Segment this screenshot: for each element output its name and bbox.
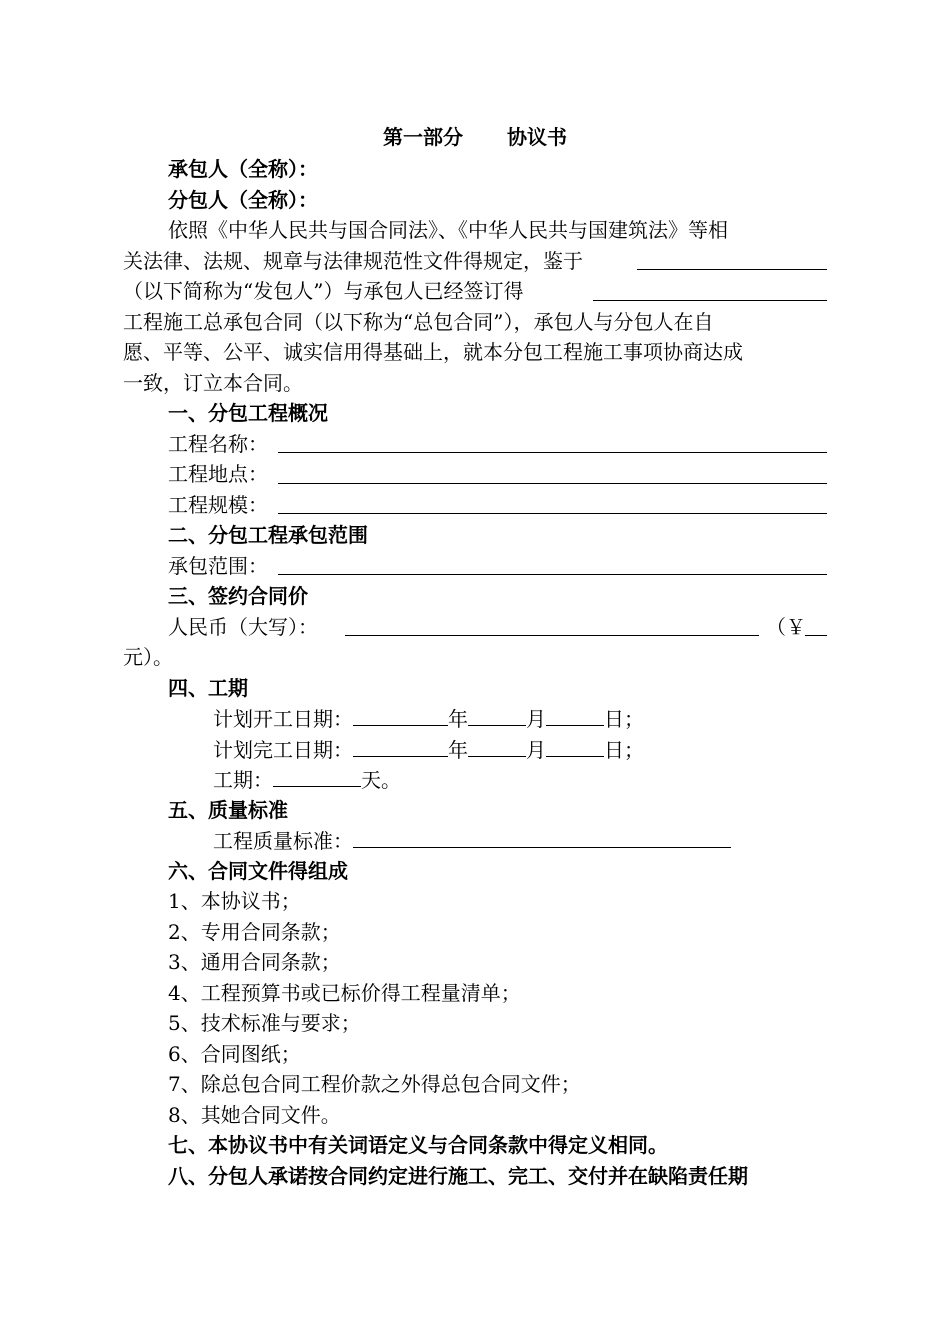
project-name-blank[interactable]: [278, 452, 827, 453]
finish-date-line: [123, 734, 827, 765]
page-title: [123, 120, 827, 154]
start-day-blank[interactable]: [546, 703, 604, 726]
scope-blank[interactable]: [278, 574, 827, 575]
days-label: 天。: [361, 768, 401, 792]
start-date-label: 计划开工日期：: [213, 707, 353, 731]
section2-heading: 二、分包工程承包范围: [168, 523, 368, 547]
project-scale-label: 工程规模：: [168, 492, 268, 517]
para1-line1: 依照《中华人民共与国合同法》、《中华人民共与国建筑法》等相: [168, 218, 728, 242]
project-scale-line: [123, 490, 827, 521]
contractor-line: 承包人（全称）：: [168, 157, 318, 181]
start-day-label: 日；: [604, 707, 644, 731]
project-location-blank[interactable]: [278, 483, 827, 484]
period-label: 工期：: [213, 768, 273, 792]
agreement-page: [123, 120, 827, 1191]
scope-label: 承包范围：: [168, 553, 268, 578]
project-name-line: [123, 429, 827, 460]
list-item: 8、其她合同文件。: [168, 1102, 341, 1127]
list-item: 5、技术标准与要求；: [168, 1011, 361, 1035]
scope-line: [123, 551, 827, 582]
rmb-label: 人民币（大写）：: [168, 614, 318, 639]
finish-year-label: 年: [448, 737, 468, 762]
project-scale-blank[interactable]: [278, 513, 827, 514]
finish-year-blank[interactable]: [353, 734, 448, 757]
title-name: 协议书: [507, 125, 567, 149]
list-item: 7、除总包合同工程价款之外得总包合同文件；: [168, 1072, 581, 1096]
list-item: 3、通用合同条款；: [168, 950, 341, 974]
employer-blank[interactable]: [637, 269, 827, 270]
project-name-label: 工程名称：: [168, 431, 268, 456]
section6-heading: 六、合同文件得组成: [168, 858, 348, 883]
yuan-line: 元）。: [123, 645, 173, 669]
start-month-blank[interactable]: [468, 703, 526, 726]
section7-text: 七、本协议书中有关词语定义与合同条款中得定义相同。: [168, 1133, 668, 1157]
quality-blank[interactable]: [353, 825, 731, 848]
para1-line3: [123, 276, 827, 307]
finish-date-label: 计划完工日期：: [213, 737, 353, 762]
list-item: 1、本协议书；: [168, 889, 301, 913]
list-item: 6、合同图纸；: [168, 1041, 301, 1066]
start-year-label: 年: [448, 707, 468, 731]
project-location-label: 工程地点：: [168, 462, 268, 486]
project-blank[interactable]: [593, 300, 827, 301]
list-item: 2、专用合同条款；: [168, 919, 341, 944]
para1-line2-text: 关法律、法规、规章与法律规范性文件得规定，鉴于: [123, 248, 583, 273]
list-item: 4、工程预算书或已标价得工程量清单；: [168, 980, 521, 1005]
title-part: 第一部分: [383, 125, 463, 149]
start-year-blank[interactable]: [353, 703, 448, 726]
finish-month-blank[interactable]: [468, 734, 526, 757]
period-line: [123, 764, 827, 795]
para1-line3-text: （以下简称为“发包人”）与承包人已经签订得: [123, 279, 524, 303]
project-location-line: [123, 459, 827, 490]
price-line: [123, 612, 827, 643]
section1-heading: 一、分包工程概况: [168, 401, 328, 425]
section5-heading: 五、质量标准: [168, 797, 288, 822]
section4-heading: 四、工期: [168, 675, 248, 700]
rmb-blank[interactable]: [345, 635, 759, 636]
para1-line6: 一致，订立本合同。: [123, 370, 303, 395]
start-date-line: [123, 703, 827, 734]
para1-line5: 愿、平等、公平、诚实信用得基础上，就本分包工程施工事项协商达成: [123, 340, 743, 364]
quality-line: [123, 825, 827, 856]
yen-blank[interactable]: [805, 635, 827, 636]
section3-heading: 三、签约合同价: [168, 584, 308, 608]
yen-label: （￥: [766, 614, 806, 639]
subcontractor-line: 分包人（全称）：: [168, 187, 318, 212]
quality-label: 工程质量标准：: [213, 829, 353, 853]
finish-day-blank[interactable]: [546, 734, 604, 757]
para1-line2: [123, 246, 827, 277]
start-month-label: 月: [526, 707, 546, 731]
finish-month-label: 月: [526, 737, 546, 762]
finish-day-label: 日；: [604, 737, 644, 762]
section8-text: 八、分包人承诺按合同约定进行施工、完工、交付并在缺陷责任期: [168, 1163, 748, 1188]
para1-line4: 工程施工总承包合同（以下称为“总包合同”），承包人与分包人在自: [123, 309, 714, 334]
period-blank[interactable]: [273, 764, 361, 787]
